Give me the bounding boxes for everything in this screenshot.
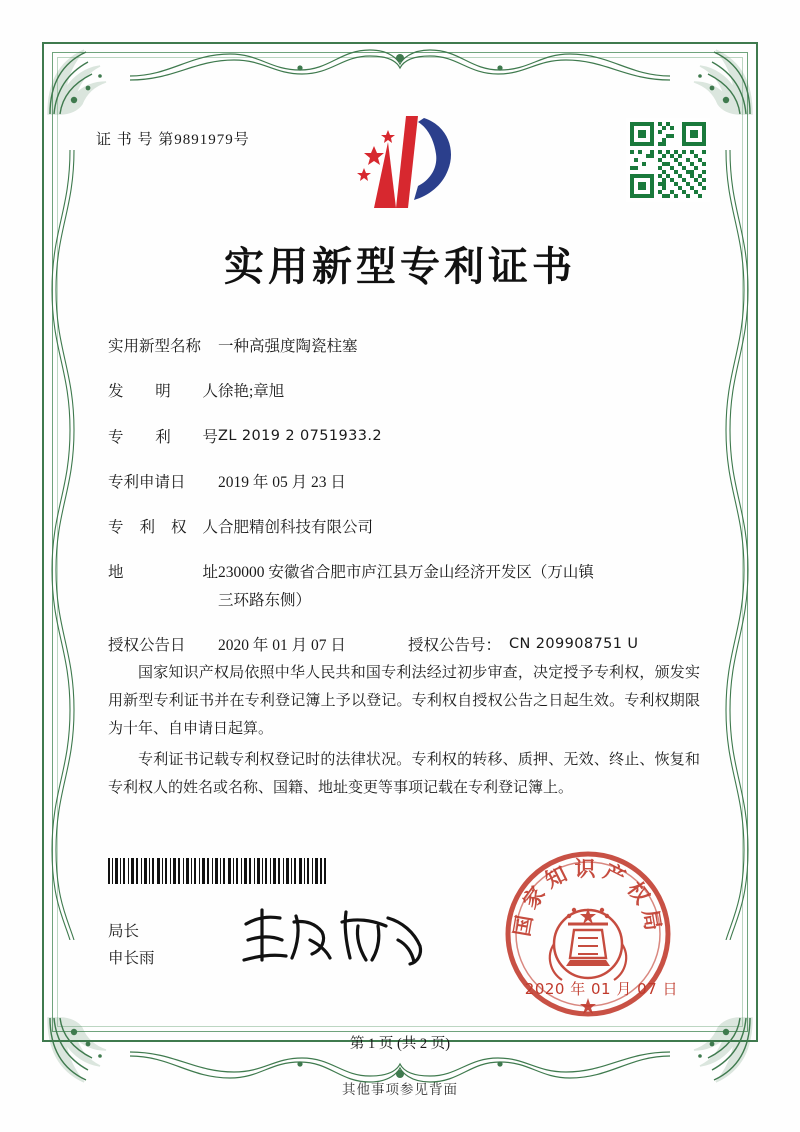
- svg-text:国家知识产权局: 国家知识产权局: [508, 855, 668, 939]
- field-label-char: 地: [108, 564, 124, 582]
- field-label-char: 权: [170, 519, 187, 536]
- field-label-char: 专: [108, 519, 124, 536]
- seal-date: 2020 年 01 月 07 日: [524, 980, 678, 998]
- field-value: 一种高强度陶瓷柱塞: [218, 338, 358, 355]
- field-label-char: 人: [202, 383, 218, 401]
- field-label: 授权公告号：: [408, 636, 502, 654]
- qr-code-icon: [626, 118, 710, 202]
- field-value: CN 209908751 U: [509, 635, 639, 652]
- body-paragraph-2: 专利证书记载专利权登记时的法律状况。专利权的转移、质押、无效、终止、恢复和专利权人的姓名或名称、国籍、地址变更等事项记载在专利登记簿上。: [108, 752, 700, 796]
- field-label: [108, 516, 218, 539]
- field-label-char: 利: [155, 428, 171, 446]
- field-patent-number: [108, 426, 708, 449]
- field-label-char: 人: [202, 519, 218, 536]
- field-label-char: 号: [202, 428, 218, 446]
- field-value: 徐艳;章旭: [218, 383, 285, 401]
- top-edge-ornament-icon: [130, 44, 670, 84]
- field-utility-model-name: [108, 335, 708, 358]
- field-grant-date: [108, 634, 408, 657]
- page-title: 实用新型专利证书: [224, 243, 576, 290]
- field-label: 授权公告日: [108, 636, 186, 654]
- corner-ornament-icon: [44, 44, 130, 118]
- address-line-1: 230000 安徽省合肥市庐江县万金山经济开发区（万山镇: [218, 564, 594, 582]
- field-value: [218, 561, 708, 612]
- handwritten-signature-icon: [238, 900, 428, 972]
- field-label: [108, 561, 218, 584]
- signature-block: [108, 918, 155, 972]
- signature-title: 局长: [108, 923, 140, 940]
- page-number: 第 1 页 (共 2 页): [349, 1036, 451, 1052]
- barcode-icon: [108, 858, 326, 884]
- body-paragraph-1: 国家知识产权局依照中华人民共和国专利法经过初步审查，决定授予专利权，颁发实用新型专利证书并在专利登记簿上予以登记。专利权自授权公告之日起生效。专利权期限为十年、自申请日起算。: [108, 665, 700, 737]
- legal-body-text: [108, 660, 700, 807]
- footer-note: 其他事项参见背面: [342, 1082, 458, 1097]
- field-grant-number: [408, 634, 638, 657]
- field-address: [108, 561, 708, 612]
- field-label-char: 发: [108, 383, 124, 401]
- field-grant-announcement: [108, 634, 708, 657]
- field-value: ZL 2019 2 0751933.2: [218, 427, 382, 444]
- field-inventor: [108, 380, 708, 403]
- field-label-char: 专: [108, 428, 124, 446]
- field-application-date: [108, 471, 708, 494]
- certificate-number: 证 书 号 第9891979号: [96, 132, 250, 148]
- certificate-fields: [108, 335, 708, 667]
- field-value: 2020 年 01 月 07 日: [218, 636, 346, 654]
- cnipa-logo-icon: [352, 112, 460, 212]
- field-label: [108, 380, 218, 403]
- address-line-2: 三环路东侧）: [218, 591, 312, 609]
- field-label-char: 明: [155, 383, 171, 401]
- field-label-char: 利: [139, 519, 155, 536]
- signature-name: 申长雨: [108, 950, 155, 968]
- corner-ornament-icon: [670, 44, 756, 118]
- field-value: 合肥精创科技有限公司: [218, 519, 374, 536]
- field-label: 专利申请日: [108, 473, 186, 491]
- field-label-char: 址: [202, 564, 218, 582]
- field-value: 2019 年 05 月 23 日: [218, 473, 346, 491]
- field-patentee: [108, 516, 708, 539]
- field-label: 实用新型名称: [108, 338, 202, 355]
- field-label: [108, 426, 218, 449]
